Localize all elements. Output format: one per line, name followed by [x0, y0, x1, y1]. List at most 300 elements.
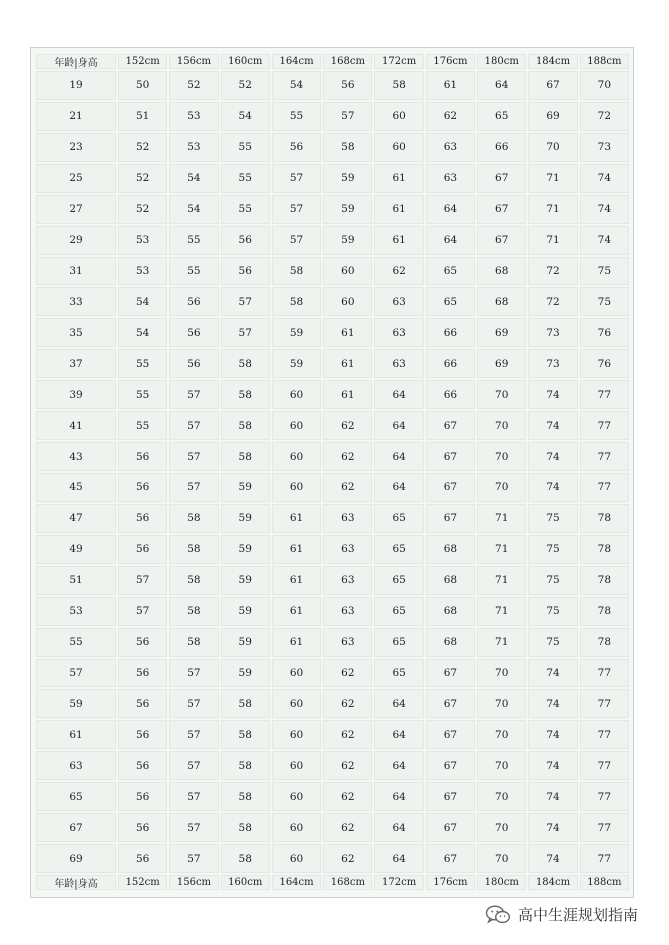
weight-cell: 71 — [477, 504, 526, 533]
weight-cell: 61 — [374, 226, 423, 255]
weight-table — [34, 52, 631, 892]
table-row — [36, 442, 629, 471]
weight-cell: 64 — [374, 813, 423, 842]
weight-cell: 55 — [169, 257, 218, 286]
height-header: 160cm — [221, 54, 270, 69]
weight-cell: 58 — [374, 71, 423, 100]
weight-cell: 58 — [221, 380, 270, 409]
weight-cell: 60 — [374, 102, 423, 131]
weight-cell: 57 — [221, 318, 270, 347]
age-cell: 25 — [36, 164, 116, 193]
weight-cell: 69 — [528, 102, 577, 131]
weight-cell: 51 — [118, 102, 167, 131]
weight-cell: 77 — [580, 411, 629, 440]
weight-cell: 57 — [221, 287, 270, 316]
weight-cell: 58 — [221, 411, 270, 440]
weight-cell: 57 — [118, 597, 167, 626]
weight-cell: 57 — [323, 102, 372, 131]
weight-cell: 60 — [272, 720, 321, 749]
weight-cell: 60 — [272, 659, 321, 688]
weight-cell: 78 — [580, 566, 629, 595]
weight-cell: 63 — [323, 535, 372, 564]
age-cell: 19 — [36, 71, 116, 100]
weight-cell: 76 — [580, 318, 629, 347]
table-row — [36, 844, 629, 873]
weight-cell: 56 — [118, 813, 167, 842]
weight-cell: 56 — [221, 226, 270, 255]
weight-cell: 60 — [272, 782, 321, 811]
age-cell: 29 — [36, 226, 116, 255]
table-row — [36, 71, 629, 100]
age-cell: 63 — [36, 751, 116, 780]
weight-cell: 64 — [374, 380, 423, 409]
weight-cell: 65 — [426, 257, 475, 286]
table-row — [36, 720, 629, 749]
weight-cell: 57 — [169, 813, 218, 842]
weight-cell: 64 — [374, 720, 423, 749]
weight-cell: 56 — [118, 844, 167, 873]
weight-cell: 59 — [221, 628, 270, 657]
weight-cell: 60 — [272, 689, 321, 718]
table-row — [36, 226, 629, 255]
weight-cell: 57 — [272, 164, 321, 193]
weight-cell: 58 — [169, 535, 218, 564]
weight-cell: 59 — [323, 195, 372, 224]
age-cell: 45 — [36, 473, 116, 502]
weight-cell: 56 — [118, 782, 167, 811]
weight-cell: 59 — [221, 473, 270, 502]
weight-cell: 66 — [426, 380, 475, 409]
weight-cell: 56 — [118, 659, 167, 688]
footer-header-row — [36, 875, 629, 890]
weight-cell: 72 — [528, 257, 577, 286]
weight-cell: 61 — [374, 164, 423, 193]
wechat-icon — [485, 905, 511, 925]
age-cell: 53 — [36, 597, 116, 626]
weight-cell: 62 — [323, 689, 372, 718]
weight-cell: 52 — [169, 71, 218, 100]
weight-cell: 73 — [580, 133, 629, 162]
table-row — [36, 349, 629, 378]
age-cell: 37 — [36, 349, 116, 378]
weight-cell: 58 — [221, 751, 270, 780]
weight-cell: 74 — [528, 751, 577, 780]
height-header: 152cm — [118, 875, 167, 890]
weight-cell: 62 — [323, 720, 372, 749]
weight-cell: 71 — [477, 535, 526, 564]
weight-cell: 58 — [221, 720, 270, 749]
table-row — [36, 257, 629, 286]
weight-cell: 64 — [374, 442, 423, 471]
weight-cell: 62 — [323, 659, 372, 688]
height-header: 176cm — [426, 54, 475, 69]
height-header: 172cm — [374, 54, 423, 69]
weight-table-frame — [30, 47, 634, 898]
weight-cell: 64 — [374, 751, 423, 780]
weight-cell: 68 — [426, 597, 475, 626]
weight-cell: 74 — [528, 411, 577, 440]
weight-cell: 67 — [477, 195, 526, 224]
weight-cell: 73 — [528, 318, 577, 347]
weight-cell: 75 — [528, 504, 577, 533]
weight-cell: 70 — [477, 689, 526, 718]
age-cell: 69 — [36, 844, 116, 873]
weight-cell: 70 — [477, 380, 526, 409]
weight-cell: 71 — [477, 597, 526, 626]
weight-cell: 67 — [426, 411, 475, 440]
weight-cell: 56 — [169, 349, 218, 378]
weight-cell: 63 — [323, 566, 372, 595]
table-row — [36, 195, 629, 224]
weight-cell: 56 — [118, 442, 167, 471]
height-header: 180cm — [477, 54, 526, 69]
weight-cell: 78 — [580, 628, 629, 657]
weight-cell: 77 — [580, 473, 629, 502]
weight-cell: 68 — [426, 628, 475, 657]
weight-cell: 63 — [374, 287, 423, 316]
weight-cell: 58 — [169, 628, 218, 657]
height-header: 160cm — [221, 875, 270, 890]
weight-cell: 65 — [374, 597, 423, 626]
weight-cell: 77 — [580, 380, 629, 409]
table-row — [36, 380, 629, 409]
weight-cell: 55 — [272, 102, 321, 131]
age-cell: 21 — [36, 102, 116, 131]
weight-cell: 62 — [426, 102, 475, 131]
age-cell: 61 — [36, 720, 116, 749]
weight-cell: 75 — [580, 287, 629, 316]
header-row — [36, 54, 629, 69]
weight-cell: 61 — [272, 628, 321, 657]
table-row — [36, 597, 629, 626]
weight-cell: 56 — [118, 720, 167, 749]
height-header: 156cm — [169, 875, 218, 890]
weight-cell: 74 — [528, 473, 577, 502]
weight-cell: 57 — [169, 844, 218, 873]
weight-cell: 75 — [580, 257, 629, 286]
account-name: 高中生涯规划指南 — [518, 906, 639, 924]
weight-cell: 77 — [580, 813, 629, 842]
table-row — [36, 102, 629, 131]
age-cell: 31 — [36, 257, 116, 286]
age-cell: 43 — [36, 442, 116, 471]
table-row — [36, 782, 629, 811]
weight-cell: 53 — [118, 257, 167, 286]
table-row — [36, 411, 629, 440]
weight-cell: 58 — [323, 133, 372, 162]
weight-cell: 71 — [528, 226, 577, 255]
weight-cell: 77 — [580, 751, 629, 780]
weight-cell: 62 — [323, 473, 372, 502]
weight-cell: 74 — [528, 844, 577, 873]
age-cell: 35 — [36, 318, 116, 347]
weight-cell: 67 — [477, 164, 526, 193]
weight-cell: 73 — [528, 349, 577, 378]
weight-cell: 66 — [426, 318, 475, 347]
weight-cell: 56 — [169, 287, 218, 316]
weight-cell: 64 — [374, 844, 423, 873]
weight-cell: 70 — [528, 133, 577, 162]
weight-cell: 57 — [169, 473, 218, 502]
weight-cell: 77 — [580, 659, 629, 688]
height-header: 168cm — [323, 875, 372, 890]
weight-cell: 63 — [323, 628, 372, 657]
weight-cell: 67 — [426, 689, 475, 718]
weight-cell: 63 — [374, 318, 423, 347]
weight-cell: 78 — [580, 504, 629, 533]
weight-cell: 58 — [272, 257, 321, 286]
weight-cell: 72 — [580, 102, 629, 131]
weight-cell: 61 — [272, 504, 321, 533]
weight-cell: 67 — [477, 226, 526, 255]
table-row — [36, 659, 629, 688]
weight-cell: 75 — [528, 628, 577, 657]
weight-cell: 53 — [118, 226, 167, 255]
weight-cell: 60 — [272, 411, 321, 440]
weight-cell: 61 — [323, 318, 372, 347]
weight-cell: 70 — [477, 751, 526, 780]
weight-cell: 57 — [169, 659, 218, 688]
weight-cell: 55 — [118, 380, 167, 409]
weight-cell: 60 — [374, 133, 423, 162]
weight-cell: 57 — [272, 226, 321, 255]
weight-cell: 75 — [528, 597, 577, 626]
weight-cell: 50 — [118, 71, 167, 100]
weight-cell: 67 — [426, 659, 475, 688]
weight-cell: 60 — [272, 813, 321, 842]
weight-cell: 53 — [169, 133, 218, 162]
table-body — [36, 71, 629, 873]
weight-cell: 77 — [580, 782, 629, 811]
weight-cell: 52 — [118, 133, 167, 162]
weight-cell: 61 — [272, 597, 321, 626]
weight-cell: 57 — [169, 751, 218, 780]
weight-cell: 60 — [272, 844, 321, 873]
weight-cell: 59 — [221, 504, 270, 533]
weight-cell: 57 — [169, 411, 218, 440]
weight-cell: 56 — [118, 473, 167, 502]
weight-cell: 55 — [118, 411, 167, 440]
weight-cell: 54 — [169, 195, 218, 224]
table-row — [36, 628, 629, 657]
weight-cell: 57 — [272, 195, 321, 224]
table-row — [36, 689, 629, 718]
weight-cell: 60 — [272, 751, 321, 780]
weight-cell: 54 — [169, 164, 218, 193]
age-cell: 33 — [36, 287, 116, 316]
weight-cell: 67 — [426, 504, 475, 533]
table-row — [36, 535, 629, 564]
weight-cell: 59 — [221, 597, 270, 626]
weight-cell: 76 — [580, 349, 629, 378]
weight-cell: 60 — [323, 257, 372, 286]
weight-cell: 77 — [580, 844, 629, 873]
weight-cell: 74 — [528, 720, 577, 749]
weight-cell: 56 — [272, 133, 321, 162]
watermark-footer — [485, 904, 638, 925]
weight-cell: 59 — [221, 659, 270, 688]
weight-cell: 70 — [477, 782, 526, 811]
weight-cell: 72 — [528, 287, 577, 316]
weight-cell: 71 — [477, 628, 526, 657]
weight-cell: 63 — [323, 597, 372, 626]
height-header: 156cm — [169, 54, 218, 69]
table-row — [36, 287, 629, 316]
table-row — [36, 473, 629, 502]
weight-cell: 58 — [272, 287, 321, 316]
age-cell: 65 — [36, 782, 116, 811]
weight-cell: 61 — [272, 535, 321, 564]
weight-cell: 65 — [426, 287, 475, 316]
age-cell: 55 — [36, 628, 116, 657]
weight-cell: 60 — [323, 287, 372, 316]
weight-cell: 62 — [323, 442, 372, 471]
weight-cell: 75 — [528, 535, 577, 564]
weight-cell: 69 — [477, 349, 526, 378]
weight-cell: 59 — [221, 566, 270, 595]
age-cell: 59 — [36, 689, 116, 718]
weight-cell: 52 — [118, 164, 167, 193]
table-row — [36, 751, 629, 780]
weight-cell: 67 — [426, 844, 475, 873]
weight-cell: 55 — [221, 164, 270, 193]
weight-cell: 60 — [272, 442, 321, 471]
weight-cell: 56 — [118, 504, 167, 533]
weight-cell: 67 — [426, 782, 475, 811]
weight-cell: 58 — [221, 442, 270, 471]
height-header: 176cm — [426, 875, 475, 890]
weight-cell: 63 — [374, 349, 423, 378]
weight-cell: 52 — [118, 195, 167, 224]
table-row — [36, 133, 629, 162]
weight-cell: 71 — [477, 566, 526, 595]
weight-cell: 63 — [426, 164, 475, 193]
weight-cell: 70 — [477, 411, 526, 440]
weight-cell: 67 — [426, 473, 475, 502]
weight-cell: 74 — [528, 689, 577, 718]
weight-cell: 57 — [169, 720, 218, 749]
weight-cell: 57 — [169, 442, 218, 471]
height-header: 168cm — [323, 54, 372, 69]
weight-cell: 58 — [169, 597, 218, 626]
weight-cell: 59 — [323, 226, 372, 255]
weight-cell: 71 — [528, 164, 577, 193]
height-header: 164cm — [272, 54, 321, 69]
weight-cell: 70 — [477, 844, 526, 873]
weight-cell: 60 — [272, 380, 321, 409]
weight-cell: 64 — [374, 411, 423, 440]
weight-cell: 58 — [221, 689, 270, 718]
weight-cell: 62 — [323, 844, 372, 873]
weight-cell: 67 — [426, 720, 475, 749]
weight-cell: 66 — [477, 133, 526, 162]
weight-cell: 67 — [426, 813, 475, 842]
weight-cell: 60 — [272, 473, 321, 502]
weight-cell: 59 — [221, 535, 270, 564]
weight-cell: 74 — [528, 813, 577, 842]
table-row — [36, 164, 629, 193]
weight-cell: 62 — [323, 813, 372, 842]
table-row — [36, 813, 629, 842]
weight-cell: 55 — [221, 133, 270, 162]
weight-cell: 56 — [169, 318, 218, 347]
weight-cell: 65 — [374, 659, 423, 688]
weight-cell: 66 — [426, 349, 475, 378]
weight-cell: 56 — [323, 71, 372, 100]
weight-cell: 74 — [580, 195, 629, 224]
weight-cell: 68 — [477, 287, 526, 316]
height-header: 188cm — [580, 54, 629, 69]
weight-cell: 63 — [323, 504, 372, 533]
weight-cell: 74 — [528, 380, 577, 409]
age-cell: 39 — [36, 380, 116, 409]
weight-cell: 74 — [528, 782, 577, 811]
height-header: 184cm — [528, 875, 577, 890]
corner-label: 年龄|身高 — [36, 875, 116, 890]
weight-cell: 54 — [118, 318, 167, 347]
weight-cell: 64 — [477, 71, 526, 100]
weight-cell: 61 — [323, 349, 372, 378]
weight-cell: 74 — [528, 659, 577, 688]
weight-cell: 59 — [272, 349, 321, 378]
weight-cell: 65 — [374, 504, 423, 533]
weight-cell: 62 — [323, 782, 372, 811]
weight-cell: 54 — [221, 102, 270, 131]
table-row — [36, 318, 629, 347]
weight-cell: 57 — [169, 782, 218, 811]
weight-cell: 55 — [169, 226, 218, 255]
age-cell: 27 — [36, 195, 116, 224]
weight-cell: 64 — [374, 473, 423, 502]
weight-cell: 56 — [118, 751, 167, 780]
weight-cell: 70 — [580, 71, 629, 100]
weight-cell: 64 — [374, 689, 423, 718]
weight-cell: 57 — [169, 689, 218, 718]
weight-cell: 55 — [118, 349, 167, 378]
weight-cell: 59 — [323, 164, 372, 193]
weight-cell: 68 — [477, 257, 526, 286]
weight-cell: 63 — [426, 133, 475, 162]
weight-cell: 61 — [426, 71, 475, 100]
height-header: 188cm — [580, 875, 629, 890]
weight-cell: 68 — [426, 566, 475, 595]
age-cell: 23 — [36, 133, 116, 162]
weight-cell: 75 — [528, 566, 577, 595]
weight-cell: 56 — [118, 628, 167, 657]
weight-cell: 74 — [580, 226, 629, 255]
weight-cell: 58 — [221, 349, 270, 378]
weight-cell: 61 — [374, 195, 423, 224]
weight-cell: 56 — [118, 689, 167, 718]
weight-cell: 54 — [272, 71, 321, 100]
weight-cell: 59 — [272, 318, 321, 347]
weight-cell: 64 — [426, 226, 475, 255]
weight-cell: 71 — [528, 195, 577, 224]
weight-cell: 62 — [374, 257, 423, 286]
weight-cell: 58 — [221, 813, 270, 842]
weight-cell: 69 — [477, 318, 526, 347]
weight-cell: 67 — [426, 751, 475, 780]
weight-cell: 70 — [477, 659, 526, 688]
weight-cell: 70 — [477, 813, 526, 842]
weight-cell: 78 — [580, 535, 629, 564]
table-row — [36, 566, 629, 595]
weight-cell: 70 — [477, 473, 526, 502]
weight-cell: 54 — [118, 287, 167, 316]
height-header: 184cm — [528, 54, 577, 69]
weight-cell: 64 — [426, 195, 475, 224]
weight-cell: 70 — [477, 720, 526, 749]
